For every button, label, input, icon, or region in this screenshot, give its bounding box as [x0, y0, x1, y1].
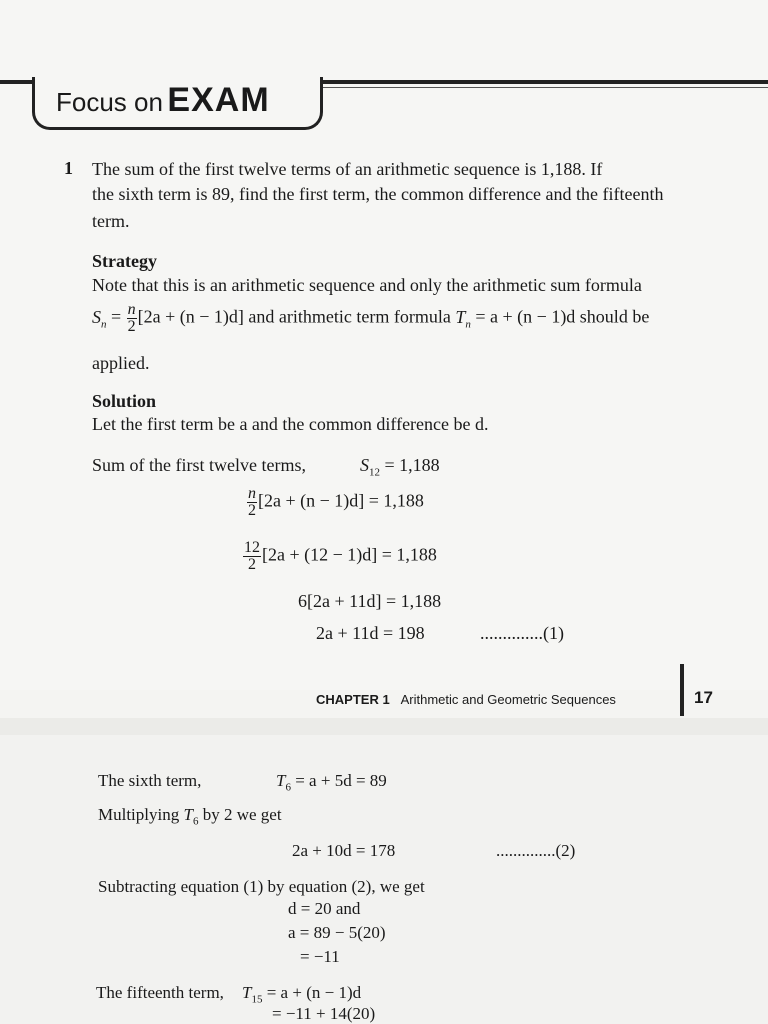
fifteenth-term-equation: $T_{15} = a + (n - 1)d$	[242, 983, 362, 1006]
fraction-n-over-2-b: $\frac{n}{2}$	[248, 485, 256, 519]
equation-2-tag: ..............(2)	[496, 841, 576, 860]
equation-simplified: 6[2a + 11d] = 1,188	[298, 591, 442, 611]
header-rule-thin	[320, 87, 768, 88]
equation-general-text: [2a + (n − 1)d] = 1,188	[258, 490, 424, 511]
chapter-label: CHAPTER 1	[316, 692, 390, 707]
page-gutter	[0, 718, 768, 736]
multiply-line: Multiplying $T_6$ by 2 we get	[98, 805, 282, 828]
page-number-bar	[680, 664, 684, 716]
equation-1: 2a + 11d = 198	[316, 623, 425, 643]
equation-2: 2a + 10d = 178	[292, 841, 396, 860]
page-number: 17	[694, 688, 713, 707]
equation-substituted	[242, 540, 437, 573]
page-footer	[316, 692, 616, 707]
sixth-term-equation: $T_6 = a + 5d = 89$	[276, 771, 387, 794]
fraction-n-over-2: $\frac{n}{2}$	[127, 301, 136, 335]
sixth-term-eq-text: = a + 5d = 89	[295, 771, 387, 790]
title-exam: EXAM	[167, 81, 270, 119]
subtract-line: Subtracting equation (1) by equation (2), we get	[98, 877, 425, 896]
sixth-term-label: The sixth term,	[98, 771, 202, 790]
sum-formula-text: [2a + (n − 1)d] and arithmetic term formula	[137, 306, 451, 327]
multiply-prefix: Multiplying	[98, 805, 180, 824]
equation-substituted-text: [2a + (12 − 1)d] = 1,188	[262, 544, 437, 565]
a-result-line: = −11	[300, 947, 340, 966]
strategy-heading: Strategy	[92, 251, 157, 271]
title-focus: Focus on	[56, 87, 163, 117]
strategy-line-2: $S_n$ = $\frac{n}{2}$ [2a + (n − 1)d] and arithmetic term formula $T_n = a + (n - 1)d$ should be	[92, 301, 650, 335]
solution-intro: Let the first term be a and the common difference be d.	[92, 414, 489, 434]
section-title	[56, 80, 270, 120]
strategy-line-3: applied.	[92, 353, 150, 373]
fifteenth-term-substitution: = −11 + 14(20)	[272, 1004, 376, 1023]
fifteenth-eq-text: = a + (n − 1)d	[266, 983, 362, 1002]
fraction-12-over-2: $\frac{12}{2}$	[244, 539, 260, 573]
multiply-suffix: by 2 we get	[202, 805, 282, 824]
d-value-line: d = 20 and	[288, 899, 361, 918]
question-line-3: term.	[92, 211, 130, 231]
term-formula-text: = a + (n − 1)d should be	[475, 306, 650, 327]
question-line-2: the sixth term is 89, find the first term, the common difference and the fifteenth	[92, 184, 664, 204]
sum-label: Sum of the first twelve terms,	[92, 455, 306, 475]
strategy-line-1: Note that this is an arithmetic sequence and only the arithmetic sum formula	[92, 275, 642, 295]
chapter-title: Arithmetic and Geometric Sequences	[400, 692, 616, 707]
fifteenth-term-label: The fifteenth term,	[96, 983, 224, 1002]
question-line-1: The sum of the first twelve terms of an arithmetic sequence is 1,188. If	[92, 159, 603, 179]
s12-equation: $S_{12} = 1,188$	[360, 455, 440, 479]
a-value-line: a = 89 − 5(20)	[288, 923, 386, 942]
s12-value: = 1,188	[384, 455, 440, 475]
solution-heading: Solution	[92, 391, 157, 411]
question-number: 1	[64, 158, 73, 178]
equation-general	[246, 486, 424, 519]
equation-1-tag: ..............(1)	[480, 623, 564, 643]
